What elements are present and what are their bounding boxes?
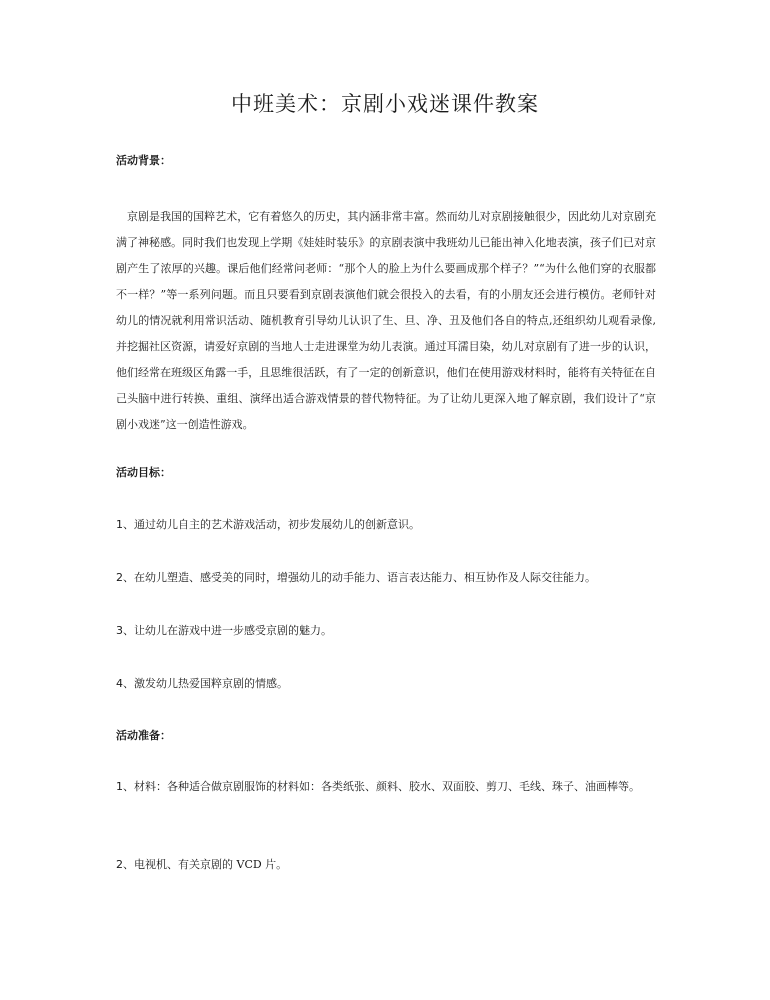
- goal-item-text: 、通过幼儿自主的艺术游戏活动，初步发展幼儿的创新意识。: [123, 518, 420, 531]
- preparation-item-1: [116, 774, 656, 800]
- goal-item-text: 、激发幼儿热爱国粹京剧的情感。: [123, 677, 288, 690]
- goal-item-text: 、让幼儿在游戏中进一步感受京剧的魅力。: [123, 624, 332, 637]
- preparation-item-text: 、电视机、有关京剧的 VCD 片。: [123, 858, 288, 871]
- preparation-item-text: 、材料：各种适合做京剧服饰的材料如：各类纸张、颜料、胶水、双面胶、剪刀、毛线、珠子、油画棒等。: [123, 780, 640, 793]
- goal-item-1: [116, 512, 656, 538]
- section-heading-preparation: 活动准备：: [116, 729, 171, 742]
- background-paragraph: 京剧是我国的国粹艺术，它有着悠久的历史，其内涵非常丰富。然而幼儿对京剧接触很少，因此幼儿对京剧充满了神秘感。同时我们也发现上学期《娃娃时装乐》的京剧表演中我班幼儿已能出神入化地表演，孩子们已对京剧产生了浓厚的兴趣。课后他们经常问老师：“那个人的脸上为什么要画成那个样子？”“为什么他们穿的衣服都不一样？”等一系列问题。而且只要看到京剧表演他们就会很投入的去看，有的小朋友还会进行模仿。老师针对幼儿的情况就利用常识活动、随机教育引导幼儿认识了生、旦、净、丑及他们各自的特点,还组织幼儿观看录像,并挖掘社区资源，请爱好京剧的当地人士走进课堂为幼儿表演。通过耳濡目染，幼儿对京剧有了进一步的认识，他们经常在班级区角露一手，且思维很活跃，有了一定的创新意识，他们在使用游戏材料时，能将有关特征在自己头脑中进行转换、重组、演绎出适合游戏情景的替代物特征。为了让幼儿更深入地了解京剧，我们设计了“京剧小戏迷”这一创造性游戏。: [116, 210, 656, 431]
- goal-item-number: 4: [116, 677, 123, 690]
- goal-item-4: [116, 671, 656, 697]
- goal-item-2: [116, 565, 656, 591]
- section-heading-goals: 活动目标：: [116, 466, 171, 479]
- goal-item-number: 1: [116, 518, 123, 531]
- section-heading-background: 活动背景：: [116, 154, 171, 167]
- goal-item-number: 2: [116, 571, 123, 584]
- preparation-item-number: 2: [116, 858, 123, 871]
- goal-item-3: [116, 618, 656, 644]
- preparation-item-number: 1: [116, 780, 123, 793]
- goal-item-text: 、在幼儿塑造、感受美的同时，增强幼儿的动手能力、语言表达能力、相互协作及人际交往能力。: [123, 571, 596, 584]
- document-title: 中班美术：京剧小戏迷课件教案: [231, 92, 539, 116]
- preparation-item-2: [116, 852, 656, 878]
- goal-item-number: 3: [116, 624, 123, 637]
